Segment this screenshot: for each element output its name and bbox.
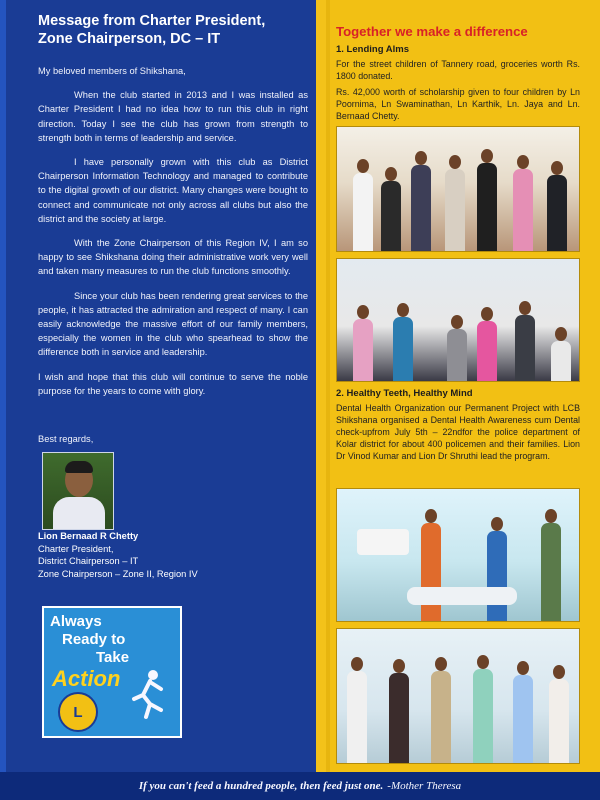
- signature-title: District Chairperson – IT: [38, 556, 139, 566]
- section2-body: [336, 402, 580, 466]
- section1-body: [336, 58, 580, 126]
- section-paragraph: Rs. 42,000 worth of scholarship given to four children by Ln Poornima, Ln Swaminathan, Ln Karthik, Ln. Jaya and Ln. Bernaad Chetty.: [336, 87, 580, 121]
- dental-checkup-photo: [336, 488, 580, 622]
- footer-author: -Mother Theresa: [387, 780, 462, 792]
- message-paragraph: I have personally grown with this club as District Chairperson Information Technology and managed to contribute to the digital growth of our district. Many changes were bought to connect and communicate not only across all clubs but also the district and the society at large.: [38, 157, 308, 224]
- section-title: 1. Lending Alms: [336, 44, 410, 55]
- badge-text: Always: [50, 613, 102, 630]
- message-closing: I wish and hope that this club will continue to serve the noble purpose for the years to come with glory.: [38, 371, 308, 396]
- greeting: My beloved members of Shikshana,: [38, 66, 186, 76]
- message-heading-line1: Message from Charter President,: [38, 13, 266, 29]
- message-heading: [38, 12, 308, 48]
- signature-title: Zone Chairperson – Zone II, Region IV: [38, 568, 198, 579]
- column-divider: [316, 0, 326, 772]
- message-paragraph: When the club started in 2013 and I was installed as Charter President I had no idea how to run this club in right direction. Today I see the club has grown from strength to strength both in terms of leadership and service.: [38, 90, 308, 143]
- activities-heading: Together we make a difference: [336, 24, 528, 39]
- regards-text: Best regards,: [38, 434, 94, 444]
- badge-text: Ready to: [62, 631, 126, 648]
- quote-footer: [0, 772, 600, 800]
- activities-panel: [326, 0, 600, 772]
- message-paragraph: With the Zone Chairperson of this Region IV, I am so happy to see Shikshana doing their administrative work very well and taken many measures to run the club functions smoothly.: [38, 238, 308, 277]
- always-ready-badge: [42, 606, 182, 738]
- scholarship-photo-1: [336, 126, 580, 252]
- section-title: 2. Healthy Teeth, Healthy Mind: [336, 388, 473, 399]
- runner-icon: [126, 668, 168, 720]
- message-body: [38, 64, 308, 408]
- signature-title: Charter President,: [38, 543, 114, 554]
- dental-team-photo: [336, 628, 580, 764]
- footer-quote: If you can't feed a hundred people, then feed just one.: [138, 780, 384, 792]
- charter-president-photo: [42, 452, 114, 530]
- message-heading-line2: Zone Chairperson, DC – IT: [38, 31, 221, 47]
- lions-logo-icon: L: [58, 692, 98, 732]
- badge-text: Take: [96, 649, 130, 666]
- scholarship-photo-2: [336, 258, 580, 382]
- section-paragraph: Dental Health Organization our Permanent Project with LCB Shikshana organised a Dental Health Awareness cum Dental check-upfrom July 5th – 22ndfor the police department of Kolar district for about 400 policemen and their families. Lion Dr Vinod Kumar and Lion Dr Shruthi lead the program.: [336, 403, 580, 461]
- badge-action-text: Action: [52, 666, 121, 691]
- signature-block: [38, 530, 198, 580]
- signature-name: Lion Bernaad R Chetty: [38, 531, 139, 541]
- section-paragraph: For the street children of Tannery road, groceries worth Rs. 1800 donated.: [336, 59, 580, 81]
- message-paragraph: Since your club has been rendering great services to the people, it has attracted the admiration and respect of many. I can easily acknowledge the massive effort of our family members, especially the women in the club who spearhead to show the difference both in service and leadership.: [38, 290, 308, 358]
